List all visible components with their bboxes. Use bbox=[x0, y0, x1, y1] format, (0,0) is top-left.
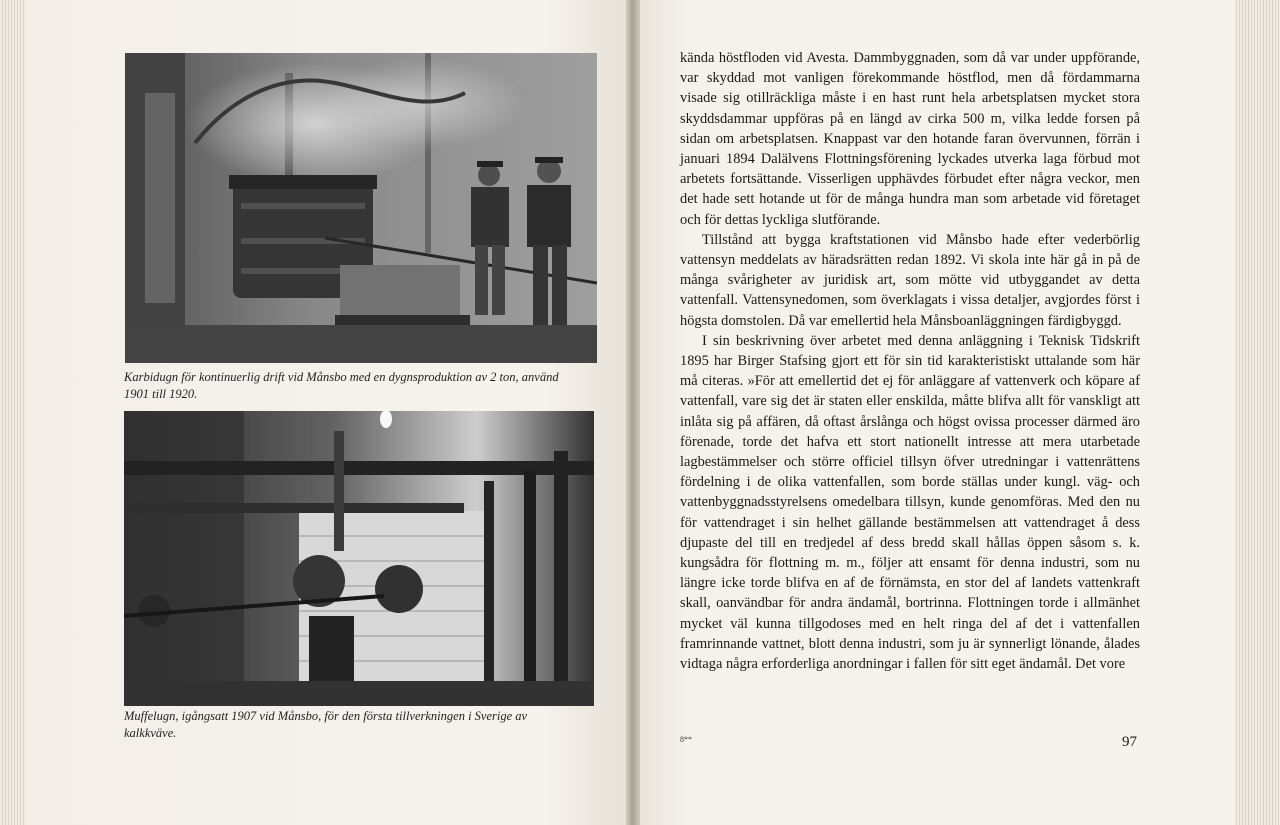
photo-muffle-furnace bbox=[124, 411, 594, 706]
signature-mark: 8** bbox=[680, 735, 692, 744]
right-page-edges bbox=[1234, 0, 1280, 825]
left-page-edges bbox=[0, 0, 26, 825]
paragraph: Tillstånd att bygga kraftstationen vid Månsbo hade efter vederbörlig vattensyn meddelats av häradsrätten redan 1892. Vi skola inte här gå in på de många svårigheter av juridisk art, som mötte vid utbyggandet av detta vattenfall. Vattensynedomen, som överklagats i vissa detaljer, avgjordes först i högsta domstolen. Då var emellertid hela Månsboanläggningen färdigbyggd. bbox=[680, 231, 1140, 329]
paragraph: I sin beskrivning över arbetet med denna anläggning i Teknisk Tidskrift 1895 har Birger Stafsing gjort ett för sin tid karakteristiskt uttalande som här må citeras. »För att emellertid det ej för anläggare af vattenverk och köpare af vattenfall, vare sig det är staten eller enskilda, måtte blifva allt för vanskligt att inlåta sig på affären, då oftast årslånga och högst ovissa processer därmed äro förenade, torde det hafva ett stort nationellt intresse att mera utarbetade lagbestämmelser och större officiel tillsyn öfver utredningar i vattenrättens fördelning i de olika vattenfallen, som borde ställas under kungl. väg- och vattenbyggnadsstyrelsens omedelbara tillsyn, kunde genomföras. Med den nu för vattendraget i sin helhet gällande bestämmelsen att vattendraget å dess djupaste del till en tredjedel af dess bredd skall hållas öppen såsom s. k. kungsådra för flottning m. m., följer att ensamt för denna industri, som nu längre icke torde blifva en af de förnämsta, en stor del af landets vattenkraft skall, oanvändbar för andra ändamål, bortrinna. Flottningen torde i allmänhet mycket väl kunna tillgodoses med en helt ringa del af det i vattenfallen framrinnande vattnet, blott denna industri, som ju är synnerligt lönande, ålades vidtaga några erforderliga anordningar i fallen för sitt eget ändamål. Det vore bbox=[680, 332, 1140, 673]
page-number: 97 bbox=[1122, 734, 1137, 750]
caption-carbide-furnace: Karbidugn för kontinuerlig drift vid Månsbo med en dygnsproduktion av 2 ton, använd 1901 till 1920. bbox=[124, 370, 559, 401]
photo-carbide-furnace bbox=[125, 53, 597, 363]
paragraph: kända höstfloden vid Avesta. Dammbyggnaden, som då var under uppförande, var skyddad mot vanligen förekommande höstflod, men då fördammarna visade sig otillräckliga måste i en hast runt hela arbetsplatsen mycket stora skyddsdammar uppföras på en längd av cirka 500 m, vilka ledde forsen på sidan om arbetsplatsen. Knappast var den hotande faran övervunnen, förrän i januari 1894 Dalälvens Flottningsförening lyckades utverka laga förbud mot arbetets fortsättande. Visserligen upphävdes förbudet efter några veckor, men det hade sett hotande ut för de många hundra man som arbetade vid företaget och för dettas lyckliga slutförande. bbox=[680, 50, 1140, 228]
caption-muffle-furnace: Muffelugn, igångsatt 1907 vid Månsbo, för den första tillverkningen i Sverige av kalkkväve. bbox=[124, 709, 528, 740]
book-gutter bbox=[626, 0, 640, 825]
body-text bbox=[680, 48, 1140, 674]
